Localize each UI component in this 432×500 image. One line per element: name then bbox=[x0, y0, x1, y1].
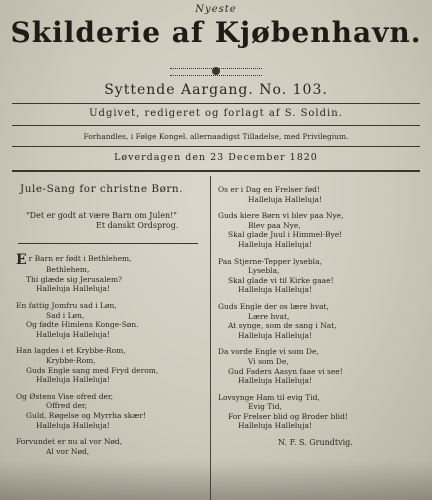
issue-date: Løverdagen den 23 December 1820 bbox=[114, 152, 318, 163]
header-rule-top bbox=[12, 103, 420, 104]
poem-motto bbox=[26, 211, 204, 231]
poem-line: Thi glæde sig Jerusalem? bbox=[26, 274, 123, 284]
poem-line: Og Østens Vise ofred der, bbox=[16, 391, 114, 401]
masthead-kicker: Nyeste bbox=[195, 4, 237, 15]
poem-line: Han lagdes i et Krybbe-Rom, bbox=[16, 346, 126, 356]
poem-line: Og fødte Himlens Konge-Søn. bbox=[26, 320, 139, 330]
poem-line: Lovsynge Ham til evig Tid, bbox=[218, 392, 320, 402]
poem-stanza bbox=[16, 301, 204, 339]
poem-stanza bbox=[16, 251, 204, 294]
poem-line: Bethlehem, bbox=[46, 265, 90, 275]
poem-line: Halleluja Halleluja! bbox=[238, 239, 312, 249]
poem-stanza bbox=[218, 393, 423, 431]
masthead-title: Skilderie af Kjøbenhavn. bbox=[10, 16, 422, 49]
poem-line: Skal glade Juul i Himmel-Bye! bbox=[228, 230, 343, 240]
poem-stanza bbox=[16, 346, 204, 384]
poem-line: Halleluja Halleluja! bbox=[248, 194, 322, 204]
poem-line: Vi som De, bbox=[248, 356, 289, 366]
publisher-line: Udgivet, redigeret og forlagt af S. Soldin. bbox=[89, 108, 343, 119]
poem-line: Guds Engle sang med Fryd derom, bbox=[26, 365, 159, 375]
poem-line: Blev paa Nye, bbox=[248, 220, 301, 230]
column-divider bbox=[210, 176, 211, 500]
right-stanzas bbox=[218, 185, 423, 431]
header-rule-bottom bbox=[12, 170, 420, 172]
poem-line: Forvundet er nu al vor Nød, bbox=[16, 437, 123, 447]
poem-stanza bbox=[218, 302, 423, 340]
poem-stanza bbox=[218, 347, 423, 385]
poem-line: Halleluja Halleluja! bbox=[238, 421, 312, 431]
poem-line: Da vorde Engle vi som De, bbox=[218, 347, 319, 357]
poem-line bbox=[16, 251, 204, 268]
poem-left-column bbox=[16, 185, 204, 463]
masthead-ornament bbox=[170, 68, 262, 76]
left-stanzas bbox=[16, 251, 204, 457]
poem-stanza bbox=[16, 437, 204, 456]
poem-stanza bbox=[218, 211, 423, 249]
sales-note: Forhandles, i Følge Kongel. allernaadigst Tilladelse, med Privilegium. bbox=[83, 132, 349, 141]
header-rule-middle bbox=[12, 125, 420, 126]
poem-line: Halleluja Halleluja! bbox=[238, 376, 312, 386]
poem-line: Guld, Røgelse og Myrrha skær! bbox=[26, 410, 146, 420]
poem-line: En fattig Jomfru sad i Løn, bbox=[16, 300, 117, 310]
poem-line: Halleluja Halleluja! bbox=[36, 284, 110, 294]
volume-issue-line: Syttende Aargang. No. 103. bbox=[104, 82, 328, 98]
motto-source: Et danskt Ordsprog. bbox=[96, 220, 179, 230]
poem-line: Lære hvat, bbox=[248, 311, 290, 321]
poem-line: Sad i Løn, bbox=[46, 310, 85, 320]
poem-line: Al vor Nød, bbox=[46, 446, 90, 456]
poem-line: Halleluja Halleluja! bbox=[238, 330, 312, 340]
poem-stanza bbox=[218, 257, 423, 295]
poem-line-text: r Barn er født i Bethlehem, bbox=[28, 253, 132, 263]
poem-line: Skal glade vi til Kirke gaae! bbox=[228, 275, 334, 285]
poem-rule bbox=[18, 243, 198, 244]
poem-line: Evig Tid, bbox=[248, 402, 282, 412]
motto-text: "Det er godt at være Barn om Julen!" bbox=[26, 210, 177, 220]
poem-line: Paa Stjerne-Tepper lysebla, bbox=[218, 256, 322, 266]
poem-stanza bbox=[218, 185, 423, 204]
poem-line: Guds Engle der os lære hvat, bbox=[218, 301, 329, 311]
poem-heading: Jule-Sang for christne Børn. bbox=[20, 183, 184, 195]
poem-line: Halleluja Halleluja! bbox=[36, 420, 110, 430]
poem-line: Guds kiere Børn vi blev paa Nye, bbox=[218, 211, 344, 221]
poem-line: Lysebla, bbox=[248, 266, 280, 276]
header-rule-lower bbox=[12, 146, 420, 147]
poem-line: Gud Faders Aasyn faae vi see! bbox=[228, 366, 343, 376]
poem-line: Os er i Dag en Frelser fød! bbox=[218, 185, 320, 194]
poem-signature: N. F. S. Grundtvig. bbox=[278, 438, 353, 448]
poem-right-column bbox=[218, 185, 423, 448]
poem-line: Halleluja Halleluja! bbox=[36, 375, 110, 385]
poem-line: For Frelser blid og Broder blid! bbox=[228, 411, 348, 421]
poem-line: Offred der, bbox=[46, 401, 88, 411]
drop-cap: E bbox=[16, 251, 27, 268]
poem-stanza bbox=[16, 392, 204, 430]
poem-line: Halleluja Halleluja! bbox=[36, 329, 110, 339]
poem-line: Krybbe-Rom, bbox=[46, 355, 96, 365]
ornament-dot bbox=[212, 67, 220, 75]
poem-line: Halleluja Halleluja! bbox=[238, 285, 312, 295]
poem-line: At synge, som de sang i Nat, bbox=[228, 321, 337, 331]
